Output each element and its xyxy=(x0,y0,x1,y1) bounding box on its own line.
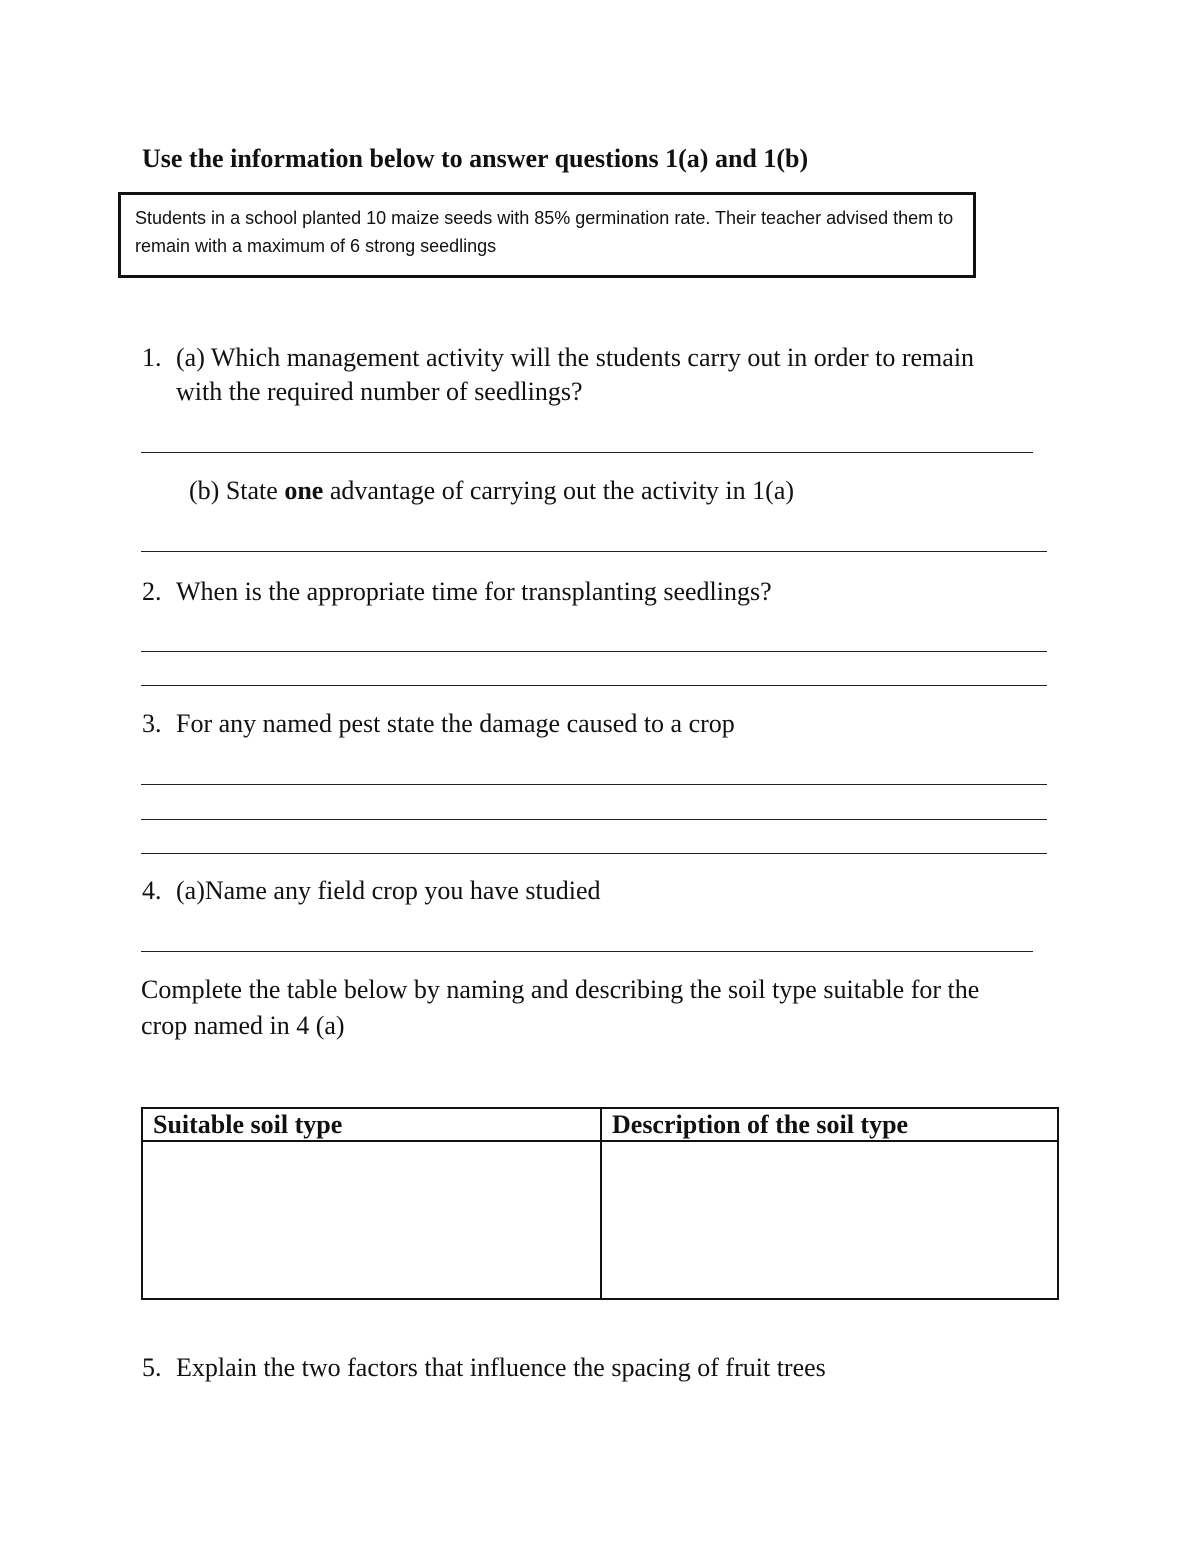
answer-line-4a[interactable] xyxy=(141,951,1033,952)
question-2-text: When is the appropriate time for transplanting seedlings? xyxy=(176,577,772,606)
table-instruction-line2: crop named in 4 (a) xyxy=(141,1011,345,1040)
question-1b-prefix: (b) State xyxy=(189,476,285,505)
header-soil-description: Description of the soil type xyxy=(601,1108,1058,1141)
question-2-number: 2. xyxy=(142,577,162,606)
info-box-text: Students in a school planted 10 maize seeds with 85% germination rate. Their teacher advised them to remain with a maximum of 6 strong seedlings xyxy=(135,208,954,256)
question-1b-text xyxy=(189,473,794,508)
answer-line-2-2[interactable] xyxy=(141,685,1047,686)
question-4-number: 4. xyxy=(142,876,162,905)
answer-line-1a[interactable] xyxy=(141,452,1033,453)
answer-line-2-1[interactable] xyxy=(141,651,1047,652)
info-box xyxy=(118,192,976,278)
answer-line-3-1[interactable] xyxy=(141,784,1047,785)
question-5-number: 5. xyxy=(142,1353,162,1382)
question-3-number: 3. xyxy=(142,709,162,738)
soil-type-table xyxy=(141,1107,1059,1300)
table-header-row xyxy=(142,1108,1058,1141)
question-3-text: For any named pest state the damage caused to a crop xyxy=(176,709,735,738)
question-5-text: Explain the two factors that influence the spacing of fruit trees xyxy=(176,1353,826,1382)
table-row xyxy=(142,1141,1058,1299)
cell-soil-type[interactable] xyxy=(142,1141,601,1299)
question-1-number: 1. xyxy=(142,343,162,372)
question-1b-suffix: advantage of carrying out the activity in 1(a) xyxy=(323,476,795,505)
question-4a-text: (a)Name any field crop you have studied xyxy=(176,876,601,905)
question-1a-text-line1: (a) Which management activity will the students carry out in order to remain xyxy=(176,343,975,372)
answer-line-3-2[interactable] xyxy=(141,819,1047,820)
answer-line-1b[interactable] xyxy=(141,551,1047,552)
header-suitable-soil-type: Suitable soil type xyxy=(142,1108,601,1141)
question-1a-text-line2: with the required number of seedlings? xyxy=(176,377,583,406)
table-instruction-line1: Complete the table below by naming and describing the soil type suitable for the xyxy=(141,975,980,1004)
answer-line-3-3[interactable] xyxy=(141,853,1047,854)
cell-soil-description[interactable] xyxy=(601,1141,1058,1299)
intro-heading: Use the information below to answer questions 1(a) and 1(b) xyxy=(142,144,809,173)
question-1b-emphasis: one xyxy=(284,476,324,505)
